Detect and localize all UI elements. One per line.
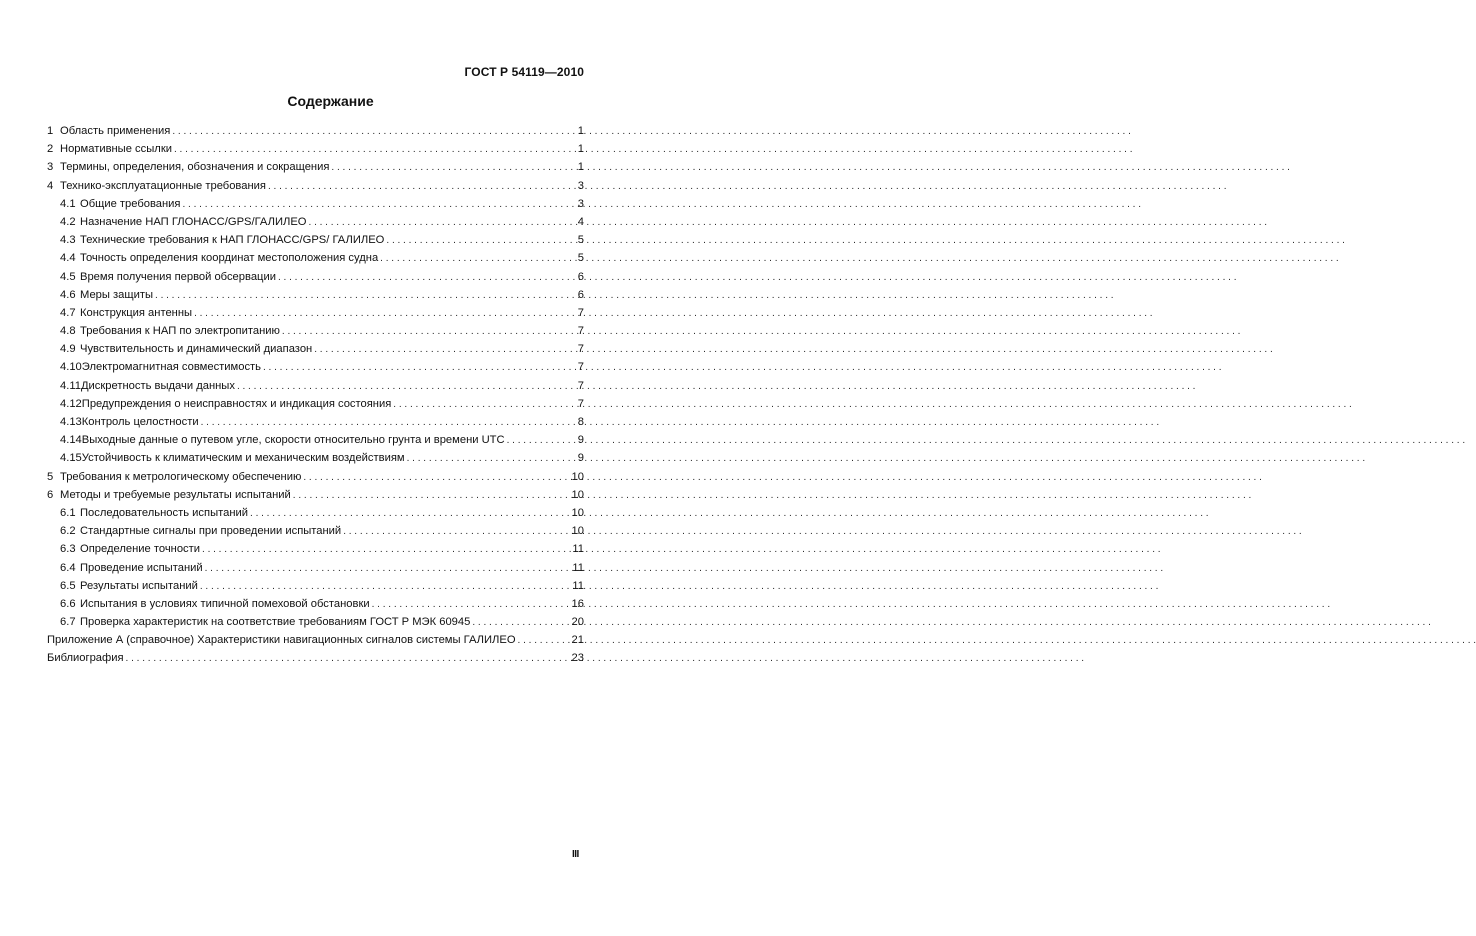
toc-entry-page: 3 [577, 197, 584, 210]
toc-entry-number: 4.7 [60, 306, 76, 319]
toc-entry-number: 6.6 [60, 597, 76, 610]
toc-entry-number: 1 [47, 125, 54, 137]
toc-dot-leader [263, 359, 574, 377]
toc-entry-title: Требования к метрологическому обеспечению [60, 470, 302, 483]
toc-dot-leader [393, 396, 573, 414]
toc-entry-page: 10 [571, 525, 584, 538]
toc-entry-title: Стандартные сигналы при проведении испытаний [80, 525, 342, 538]
toc-entry-title: Определение точности [80, 543, 201, 556]
toc-entry-page: 1 [577, 125, 584, 137]
toc-dot-leader [372, 596, 568, 614]
toc-dot-leader [250, 505, 568, 523]
toc-entry-number: 4.12 [60, 397, 82, 410]
toc-dot-leader [386, 232, 573, 250]
toc-entry-number: 4.6 [60, 288, 76, 301]
toc-entry-number: 6 [47, 488, 54, 501]
toc-entry-title: Контроль целостности [81, 416, 199, 428]
toc-dot-leader [343, 523, 567, 541]
page-number: III [572, 849, 579, 860]
toc-entry-number: 6.4 [60, 561, 76, 574]
toc-entry-title: Назначение НАП ГЛОНАСС/GPS/ГАЛИЛЕО [80, 215, 307, 228]
toc-entry-title: Чувствительность и динамический диапазон [80, 343, 313, 356]
toc-entry-page: 7 [577, 397, 584, 410]
toc-entry-page: 9 [577, 434, 584, 447]
toc-entry-page: 20 [571, 616, 584, 629]
toc-entry-page: 10 [571, 506, 584, 519]
toc-entry-title: Предупреждения о неисправностях и индикация состояния [81, 397, 392, 410]
toc-entry-page: 3 [577, 179, 584, 192]
toc-entry-page: 6 [577, 288, 584, 301]
toc-dot-leader [237, 378, 574, 396]
toc-entry-number: 4.2 [60, 215, 76, 228]
toc-entry-number: 4.5 [60, 270, 76, 283]
toc-entry-title: Точность определения координат местоположения судна [80, 252, 379, 265]
page-title: Содержание [287, 93, 374, 109]
toc-entry-number: 4.9 [60, 343, 76, 356]
toc-entry-page: 10 [571, 488, 584, 501]
toc-entry[interactable] [47, 377, 584, 395]
toc-entry-page: 23 [571, 652, 584, 665]
toc-entry[interactable] [47, 195, 584, 213]
toc-entry[interactable] [47, 213, 584, 231]
toc-entry[interactable] [47, 413, 584, 431]
table-of-contents [47, 122, 584, 668]
toc-entry[interactable] [47, 249, 584, 267]
toc-dot-leader [303, 469, 567, 487]
toc-entry[interactable] [47, 431, 584, 449]
toc-dot-leader [174, 141, 574, 159]
toc-entry-title: Меры защиты [80, 288, 154, 301]
toc-entry-page: 4 [577, 215, 584, 228]
toc-entry-number: 5 [47, 470, 54, 483]
toc-entry[interactable] [47, 177, 584, 195]
toc-entry-title: Технико-эксплуатационные требования [60, 179, 266, 192]
toc-entry[interactable] [47, 358, 584, 376]
toc-entry-number: 4.1 [60, 197, 76, 210]
toc-dot-leader [507, 432, 574, 450]
toc-dot-leader [172, 123, 573, 141]
toc-entry-page: 5 [577, 234, 584, 247]
toc-entry[interactable] [47, 559, 584, 577]
toc-dot-leader [518, 632, 568, 650]
toc-entry-page: 7 [577, 325, 584, 338]
toc-entry[interactable] [47, 122, 584, 140]
toc-entry[interactable] [47, 631, 584, 649]
toc-entry-page: 7 [577, 306, 584, 319]
toc-entry[interactable] [47, 322, 584, 340]
toc-entry-title: Требования к НАП по электропитанию [80, 325, 280, 338]
toc-entry-page: 7 [577, 343, 584, 356]
toc-entry-title: Нормативные ссылки [60, 143, 172, 156]
toc-entry-page: 7 [577, 361, 584, 374]
toc-entry[interactable] [47, 522, 584, 540]
toc-entry-page: 1 [577, 161, 584, 174]
toc-entry-title: Технические требования к НАП ГЛОНАСС/GPS/ ГАЛИЛЕО [80, 234, 385, 247]
toc-entry-title: Термины, определения, обозначения и сокращения [60, 161, 330, 174]
toc-entry-title: Общие требования [80, 197, 181, 210]
toc-dot-leader [407, 450, 574, 468]
toc-entry-title: Область применения [60, 125, 171, 137]
document-code: ГОСТ Р 54119—2010 [464, 65, 584, 79]
toc-entry-number: 4.3 [60, 234, 76, 247]
toc-entry-page: 7 [577, 379, 584, 392]
toc-entry-page: 8 [577, 416, 584, 428]
toc-entry-number: 6.7 [60, 616, 76, 629]
toc-dot-leader [201, 414, 574, 432]
toc-entry-title: Время получения первой обсервации [80, 270, 276, 283]
toc-entry-title: Проверка характеристик на соответствие требованиям ГОСТ Р МЭК 60945 [80, 616, 471, 629]
toc-entry-page: 16 [571, 597, 584, 610]
toc-entry[interactable] [47, 286, 584, 304]
toc-dot-leader [380, 250, 574, 268]
toc-entry-number: 4.14 [60, 434, 82, 447]
toc-dot-leader [309, 214, 574, 232]
toc-dot-leader [331, 159, 573, 177]
toc-entry-title: Результаты испытаний [80, 579, 198, 592]
toc-entry-number: 6.5 [60, 579, 76, 592]
toc-entry-page: 11 [572, 579, 584, 592]
toc-entry-number: 2 [47, 143, 54, 156]
toc-dot-leader [293, 487, 568, 505]
toc-entry-title: Библиография [47, 652, 124, 665]
toc-entry[interactable] [47, 540, 584, 558]
toc-entry[interactable] [47, 231, 584, 249]
toc-dot-leader [268, 178, 574, 196]
toc-dot-leader [314, 341, 574, 359]
toc-dot-leader [205, 560, 569, 578]
toc-dot-leader [126, 650, 568, 668]
toc-entry[interactable] [47, 140, 584, 158]
toc-dot-leader [155, 287, 574, 305]
toc-entry-title: Конструкция антенны [80, 306, 193, 319]
toc-entry[interactable] [47, 449, 584, 467]
toc-entry-number: 4.10 [60, 361, 82, 374]
toc-entry[interactable] [47, 158, 584, 176]
toc-entry[interactable] [47, 468, 584, 486]
toc-entry-page: 5 [577, 252, 584, 265]
toc-entry[interactable] [47, 577, 584, 595]
toc-entry-number: 3 [47, 161, 54, 174]
toc-entry-number: 4.11 [60, 379, 81, 392]
toc-entry-number: 6.1 [60, 506, 76, 519]
toc-dot-leader [472, 614, 567, 632]
toc-entry-number: 4.4 [60, 252, 76, 265]
toc-entry-title: Дискретность выдачи данных [80, 379, 235, 392]
toc-entry-title: Устойчивость к климатическим и механическим воздействиям [81, 452, 405, 465]
toc-entry[interactable] [47, 268, 584, 286]
toc-entry[interactable] [47, 395, 584, 413]
toc-entry[interactable] [47, 649, 584, 667]
toc-entry-page: 9 [577, 452, 584, 465]
toc-entry-number: 4.13 [60, 416, 82, 428]
toc-entry-number: 4 [47, 179, 54, 192]
toc-entry-title: Приложение А (справочное) Характеристики навигационных сигналов системы ГАЛИЛЕО [47, 634, 516, 647]
toc-entry-title: Методы и требуемые результаты испытаний [60, 488, 291, 501]
toc-entry[interactable] [47, 340, 584, 358]
toc-entry-page: 11 [572, 543, 584, 556]
toc-entry-page: 6 [577, 270, 584, 283]
toc-entry-page: 1 [577, 143, 584, 156]
toc-entry-page: 10 [571, 470, 584, 483]
toc-entry-title: Проведение испытаний [80, 561, 203, 574]
toc-entry[interactable] [47, 486, 584, 504]
toc-dot-leader [282, 323, 574, 341]
toc-entry-page: 21 [571, 634, 584, 647]
toc-entry[interactable] [47, 504, 584, 522]
toc-dot-leader [200, 578, 569, 596]
toc-entry-title: Последовательность испытаний [80, 506, 249, 519]
toc-entry[interactable] [47, 595, 584, 613]
toc-dot-leader [183, 196, 574, 214]
toc-dot-leader [278, 269, 574, 287]
toc-entry[interactable] [47, 613, 584, 631]
toc-entry-title: Испытания в условиях типичной помеховой обстановки [80, 597, 370, 610]
toc-dot-leader [194, 305, 574, 323]
toc-entry-number: 6.3 [60, 543, 76, 556]
document-page [0, 0, 661, 936]
toc-entry-number: 6.2 [60, 525, 76, 538]
toc-entry-title: Выходные данные о путевом угле, скорости относительно грунта и времени UTC [81, 434, 505, 447]
toc-entry-number: 4.8 [60, 325, 76, 338]
toc-entry-number: 4.15 [60, 452, 82, 465]
toc-entry[interactable] [47, 304, 584, 322]
toc-dot-leader [202, 541, 568, 559]
toc-entry-page: 11 [572, 561, 584, 574]
toc-entry-title: Электромагнитная совместимость [81, 361, 261, 374]
